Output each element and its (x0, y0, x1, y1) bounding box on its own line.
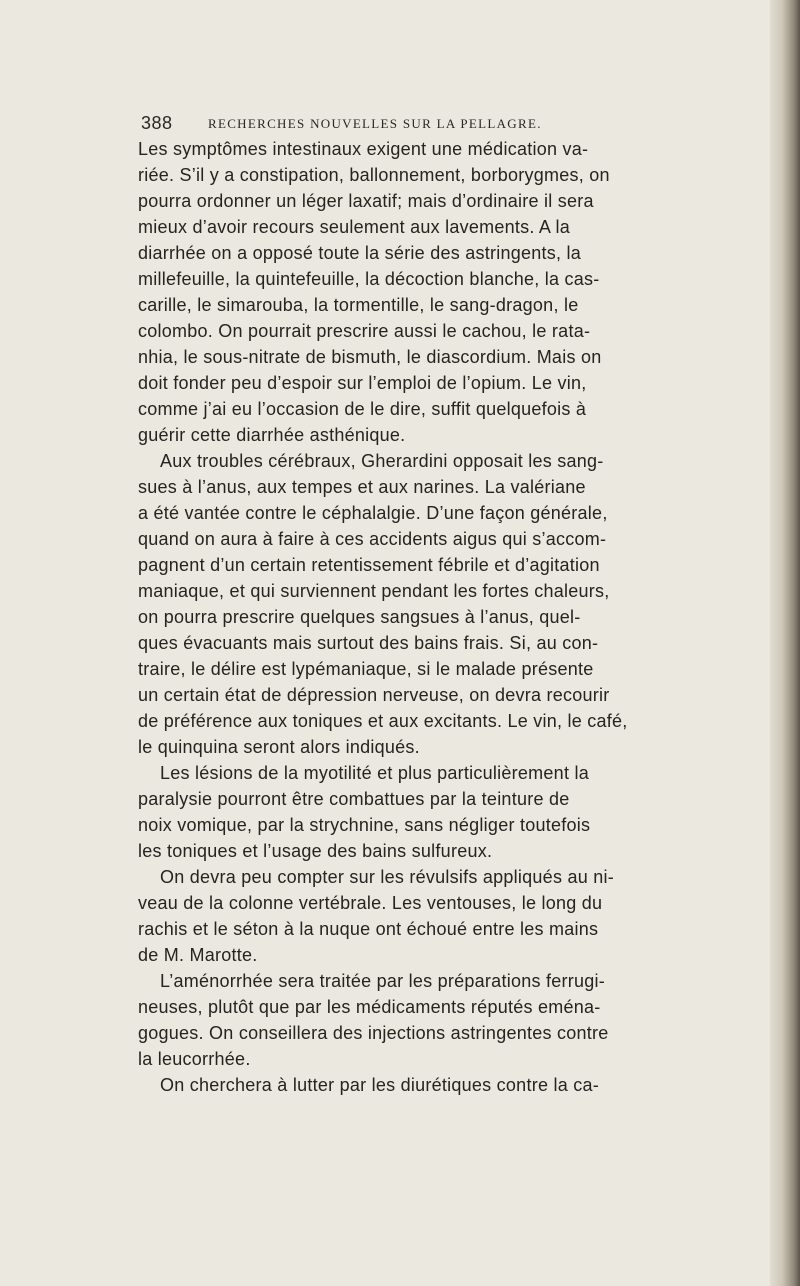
text-line: gogues. On conseillera des injections astringentes contre (138, 1023, 609, 1043)
paragraph-start-line: Aux troubles cérébraux, Gherardini opposait les sang- (160, 451, 604, 471)
text-line: pourra ordonner un léger laxatif; mais d’ordinaire il sera (138, 191, 594, 211)
text-line: un certain état de dépression nerveuse, on devra recourir (138, 685, 610, 705)
body-text (138, 136, 738, 1098)
text-line: paralysie pourront être combattues par la teinture de (138, 789, 570, 809)
text-line: mieux d’avoir recours seulement aux lavements. A la (138, 217, 570, 237)
text-line: colombo. On pourrait prescrire aussi le cachou, le rata- (138, 321, 591, 341)
text-line: traire, le délire est lypémaniaque, si le malade présente (138, 659, 594, 679)
text-line: ques évacuants mais surtout des bains frais. Si, au con- (138, 633, 599, 653)
text-line: le quinquina seront alors indiqués. (138, 737, 420, 757)
text-line: les toniques et l’usage des bains sulfureux. (138, 841, 493, 861)
text-line: guérir cette diarrhée asthénique. (138, 425, 406, 445)
text-line: doit fonder peu d’espoir sur l’emploi de l’opium. Le vin, (138, 373, 587, 393)
paragraph-start-line: On devra peu compter sur les révulsifs appliqués au ni- (160, 867, 614, 887)
text-line: maniaque, et qui surviennent pendant les fortes chaleurs, (138, 581, 610, 601)
page-edge-shadow (770, 0, 800, 1286)
text-line: noix vomique, par la strychnine, sans négliger toutefois (138, 815, 591, 835)
text-line: diarrhée on a opposé toute la série des astringents, la (138, 243, 582, 263)
text-line: on pourra prescrire quelques sangsues à l’anus, quel- (138, 607, 581, 627)
text-line: a été vantée contre le céphalalgie. D’une façon générale, (138, 503, 608, 523)
text-line: quand on aura à faire à ces accidents aigus qui s’accom- (138, 529, 607, 549)
text-line: de M. Marotte. (138, 945, 258, 965)
text-line: de préférence aux toniques et aux excitants. Le vin, le café, (138, 711, 628, 731)
paragraph-start-line: L’aménorrhée sera traitée par les préparations ferrugi- (160, 971, 605, 991)
paragraph-start-line: On cherchera à lutter par les diurétiques contre la ca- (160, 1075, 599, 1095)
running-head: RECHERCHES NOUVELLES SUR LA PELLAGRE. (208, 116, 542, 131)
text-line: rachis et le séton à la nuque ont échoué entre les mains (138, 919, 599, 939)
page-number: 388 (141, 113, 173, 133)
text-line: sues à l’anus, aux tempes et aux narines. La valériane (138, 477, 586, 497)
text-line: nhia, le sous-nitrate de bismuth, le diascordium. Mais on (138, 347, 602, 367)
text-line: neuses, plutôt que par les médicaments réputés eména- (138, 997, 601, 1017)
text-line: pagnent d’un certain retentissement fébrile et d’agitation (138, 555, 600, 575)
text-line: comme j’ai eu l’occasion de le dire, suffit quelquefois à (138, 399, 587, 419)
text-line: veau de la colonne vertébrale. Les ventouses, le long du (138, 893, 603, 913)
text-line: riée. S’il y a constipation, ballonnement, borborygmes, on (138, 165, 610, 185)
text-line: Les symptômes intestinaux exigent une médication va- (138, 139, 589, 159)
text-line: la leucorrhée. (138, 1049, 251, 1069)
text-line: millefeuille, la quintefeuille, la décoction blanche, la cas- (138, 269, 600, 289)
text-line: carille, le simarouba, la tormentille, le sang-dragon, le (138, 295, 579, 315)
paragraph-start-line: Les lésions de la myotilité et plus particulièrement la (160, 763, 589, 783)
